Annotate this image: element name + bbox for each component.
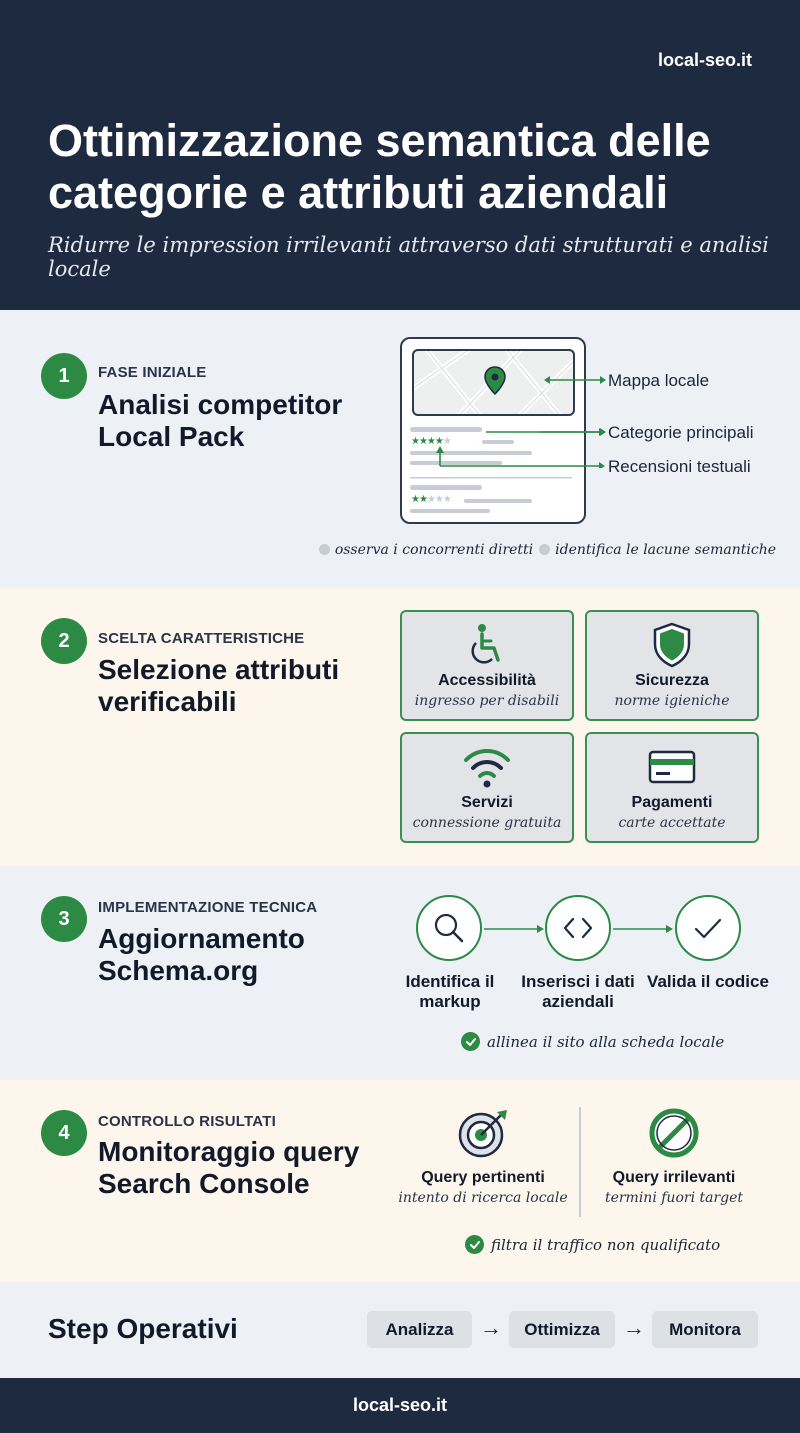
footer: [0, 1378, 800, 1433]
card-title: Accessibilità: [438, 672, 536, 689]
operation-pill-monitora[interactable]: Monitora: [652, 1311, 758, 1348]
map-pin-icon: [483, 366, 507, 396]
note-item: identifica le lacune semantiche: [539, 542, 776, 558]
wifi-icon: [462, 744, 512, 790]
step-3-section: [0, 866, 800, 1080]
step-title: Aggiornamento Schema.org: [98, 923, 305, 986]
target-icon: [455, 1108, 511, 1158]
attribute-card-security[interactable]: [585, 610, 759, 721]
query-subtitle: intento di ricerca locale: [398, 1190, 568, 1206]
step-number-badge: 4: [41, 1110, 87, 1156]
arrow-right-icon: →: [480, 1315, 502, 1340]
flow-step-identify: [416, 895, 482, 961]
step-4-note: filtra il traffico non qualificato: [465, 1235, 720, 1254]
operation-pill-ottimizza[interactable]: Ottimizza: [509, 1311, 615, 1348]
footer-brand[interactable]: local-seo.it: [352, 1395, 448, 1415]
step-number-badge: 3: [41, 896, 87, 942]
page-title: Ottimizzazione semantica delle categorie e attributi aziendali: [48, 115, 711, 218]
header-brand[interactable]: local-seo.it: [657, 50, 752, 70]
card-title: Sicurezza: [635, 672, 709, 689]
step-1-notes: [319, 542, 776, 558]
bullet-icon: [539, 544, 550, 555]
operations-section: [0, 1282, 800, 1378]
flow-label: Valida il codice: [647, 972, 769, 991]
arrow-right-icon: →: [623, 1315, 645, 1340]
check-circle-icon: [461, 1032, 480, 1051]
operations-title: Step Operativi: [48, 1313, 238, 1344]
flow-arrows: [480, 919, 780, 939]
check-circle-icon: [465, 1235, 484, 1254]
step-kicker: CONTROLLO RISULTATI: [98, 1113, 276, 1130]
shield-icon: [647, 622, 697, 668]
card-title: Pagamenti: [631, 794, 713, 811]
query-title: Query pertinenti: [421, 1169, 545, 1186]
attribute-card-accessibility[interactable]: [400, 610, 574, 721]
flow-label: Identifica il markup: [405, 972, 495, 1011]
step-kicker: IMPLEMENTAZIONE TECNICA: [98, 899, 318, 916]
step-number-badge: 2: [41, 618, 87, 664]
query-title: Query irrilevanti: [612, 1169, 736, 1186]
search-icon: [418, 897, 480, 959]
operation-pill-analizza[interactable]: Analizza: [367, 1311, 472, 1348]
callout-map: Mappa locale: [608, 371, 710, 390]
card-subtitle: connessione gratuita: [412, 815, 562, 831]
attribute-card-payments[interactable]: [585, 732, 759, 843]
card-subtitle: ingresso per disabili: [414, 693, 560, 709]
callout-categories: Categorie principali: [608, 423, 754, 442]
step-3-note: allinea il sito alla scheda locale: [461, 1032, 724, 1051]
step-1-section: [0, 310, 800, 588]
callout-reviews: Recensioni testuali: [608, 457, 751, 476]
card-subtitle: norme igieniche: [614, 693, 730, 709]
step-kicker: SCELTA CARATTERISTICHE: [98, 630, 305, 647]
step-number-badge: 1: [41, 353, 87, 399]
step-4-section: [0, 1080, 800, 1282]
attribute-card-services[interactable]: [400, 732, 574, 843]
step-title: Selezione attributi verificabili: [98, 654, 340, 717]
step-2-section: [0, 588, 800, 866]
query-subtitle: termini fuori target: [604, 1190, 744, 1206]
ban-icon: [648, 1107, 700, 1159]
step-kicker: FASE INIZIALE: [98, 364, 207, 381]
card-title: Servizi: [461, 794, 513, 811]
credit-card-icon: [647, 744, 697, 790]
page-subtitle: Ridurre le impression irrilevanti attraverso dati strutturati e analisi locale: [48, 233, 769, 281]
rating-stars-2: ★★★★★: [411, 494, 451, 505]
flow-label: Inserisci i dati aziendali: [521, 972, 635, 1011]
step-title: Analisi competitor Local Pack: [98, 389, 343, 452]
rating-stars-1: ★★★★★: [411, 436, 451, 447]
header: [0, 0, 800, 310]
callout-arrows-lower: [410, 418, 610, 468]
card-subtitle: carte accettate: [618, 815, 726, 831]
step-title: Monitoraggio query Search Console: [98, 1136, 360, 1199]
note-item: osserva i concorrenti diretti: [319, 542, 533, 558]
wheelchair-icon: [462, 622, 512, 668]
bullet-icon: [319, 544, 330, 555]
